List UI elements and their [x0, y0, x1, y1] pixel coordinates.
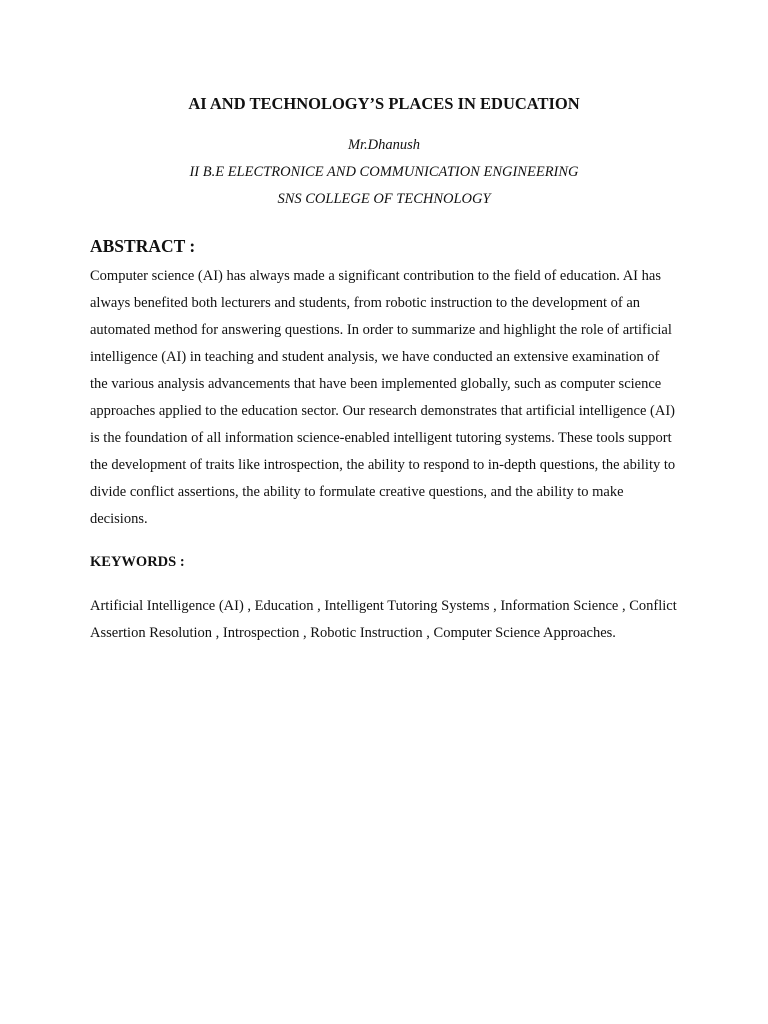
keywords-text: Artificial Intelligence (AI) , Education , Intelligent Tutoring Systems , Information Science , Conflict Assertion Resolution , Introspection , Robotic Instruction , Computer Science Approaches.	[90, 598, 677, 641]
abstract-text: Computer science (AI) has always made a significant contribution to the field of education. AI has always benefited both lecturers and students, from robotic instruction to the development of an automated method for answering questions. In order to summarize and highlight the role of artificial intelligence (AI) in teaching and student analysis, we have conducted an extensive examination of the various analysis advancements that have been implemented globally, such as computer science approaches applied to the education sector. Our research demonstrates that artificial intelligence (AI) is the foundation of all information science-enabled intelligent tutoring systems. These tools support the development of traits like introspection, the ability to respond to in-depth questions, the ability to divide conflict assertions, the ability to formulate creative questions, and the ability to make decisions.	[90, 268, 676, 527]
paper-title: AI AND TECHNOLOGY’S PLACES IN EDUCATION	[188, 94, 580, 113]
abstract-heading: ABSTRACT :	[90, 236, 196, 256]
keywords-heading: KEYWORDS :	[90, 554, 185, 570]
author-institution: SNS COLLEGE OF TECHNOLOGY	[277, 191, 491, 207]
paper-header	[0, 92, 768, 213]
author-name: Mr.Dhanush	[347, 137, 421, 153]
author-department: II B.E ELECTRONICE AND COMMUNICATION ENGINEERING	[189, 164, 579, 180]
